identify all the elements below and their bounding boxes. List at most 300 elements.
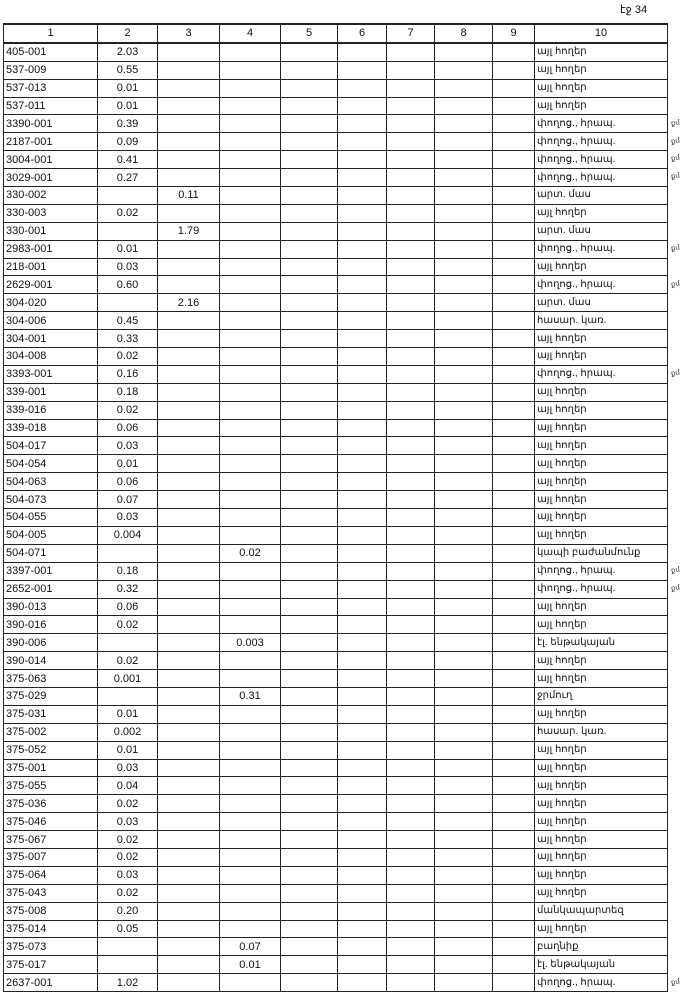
col-6-cell — [338, 115, 387, 133]
col-9-cell — [493, 974, 535, 992]
col-3-cell — [158, 419, 220, 437]
parcel-code-cell: 504-017 — [4, 437, 98, 455]
margin-mark: քմ — [670, 369, 681, 378]
col-4-cell — [220, 133, 281, 151]
col-9-cell — [493, 79, 535, 97]
col-2-cell: 0.01 — [98, 741, 158, 759]
col-8-cell — [435, 240, 493, 258]
col-5-cell — [281, 79, 338, 97]
col-9-cell — [493, 61, 535, 79]
parcel-code-cell: 330-001 — [4, 222, 98, 240]
col-6-cell — [338, 938, 387, 956]
col-9-cell — [493, 759, 535, 777]
land-use-cell: այլ հողեր — [535, 652, 668, 670]
col-5-cell — [281, 723, 338, 741]
col-5-cell — [281, 902, 338, 920]
col-3-cell — [158, 169, 220, 187]
col-2-cell: 0.33 — [98, 330, 158, 348]
col-5-cell — [281, 276, 338, 294]
table-row — [4, 598, 668, 616]
col-7-cell — [387, 777, 435, 795]
land-use-cell: այլ հողեր — [535, 473, 668, 491]
col-2-cell: 2.03 — [98, 43, 158, 61]
col-4-cell — [220, 276, 281, 294]
col-9-cell — [493, 401, 535, 419]
col-8-cell — [435, 741, 493, 759]
parcel-code-cell: 375-063 — [4, 670, 98, 688]
margin-mark: քմ — [670, 172, 681, 182]
col-9-cell — [493, 491, 535, 509]
col-4-cell — [220, 741, 281, 759]
col-5-cell — [281, 222, 338, 240]
col-6-cell — [338, 509, 387, 527]
land-use-cell: այլ հողեր — [535, 419, 668, 437]
col-5-cell — [281, 437, 338, 455]
col-7-cell — [387, 222, 435, 240]
col-3-cell — [158, 526, 220, 544]
land-use-cell: այլ հողեր — [535, 258, 668, 276]
col-6-cell — [338, 365, 387, 383]
col-6-cell — [338, 240, 387, 258]
col-3-cell — [158, 848, 220, 866]
col-5-cell — [281, 813, 338, 831]
col-2-cell: 0.04 — [98, 777, 158, 795]
table-row — [4, 187, 668, 205]
table-row — [4, 956, 668, 974]
col-4-cell — [220, 187, 281, 205]
col-2-cell: 0.03 — [98, 437, 158, 455]
parcel-code-cell: 375-008 — [4, 902, 98, 920]
table-row — [4, 276, 668, 294]
parcel-code-cell: 375-052 — [4, 741, 98, 759]
col-2-cell: 0.06 — [98, 598, 158, 616]
col-4-cell — [220, 866, 281, 884]
table-row — [4, 741, 668, 759]
col-7-cell — [387, 544, 435, 562]
col-9-cell — [493, 419, 535, 437]
col-4-cell — [220, 509, 281, 527]
col-4-cell — [220, 455, 281, 473]
col-5-cell — [281, 419, 338, 437]
land-use-cell: բաղնիք — [535, 938, 668, 956]
col-9-cell — [493, 598, 535, 616]
table-row — [4, 831, 668, 849]
header-col-7: 7 — [387, 24, 435, 43]
col-2-cell: 0.02 — [98, 204, 158, 222]
col-6-cell — [338, 741, 387, 759]
col-8-cell — [435, 777, 493, 795]
col-8-cell — [435, 43, 493, 61]
col-8-cell — [435, 884, 493, 902]
col-4-cell — [220, 526, 281, 544]
table-body — [4, 43, 668, 992]
col-3-cell — [158, 151, 220, 169]
col-2-cell: 0.55 — [98, 61, 158, 79]
parcel-code-cell: 2637-001 — [4, 974, 98, 992]
col-7-cell — [387, 330, 435, 348]
col-8-cell — [435, 580, 493, 598]
col-6-cell — [338, 79, 387, 97]
col-4-cell — [220, 330, 281, 348]
col-4-cell: 0.01 — [220, 956, 281, 974]
table-row — [4, 473, 668, 491]
table-row — [4, 240, 668, 258]
col-5-cell — [281, 294, 338, 312]
col-9-cell — [493, 580, 535, 598]
col-8-cell — [435, 204, 493, 222]
header-col-3: 3 — [158, 24, 220, 43]
col-4-cell — [220, 795, 281, 813]
col-9-cell — [493, 455, 535, 473]
col-7-cell — [387, 240, 435, 258]
col-8-cell — [435, 79, 493, 97]
col-3-cell — [158, 670, 220, 688]
col-6-cell — [338, 670, 387, 688]
col-5-cell — [281, 258, 338, 276]
col-8-cell — [435, 920, 493, 938]
col-7-cell — [387, 348, 435, 366]
col-4-cell — [220, 169, 281, 187]
col-5-cell — [281, 634, 338, 652]
parcel-code-cell: 504-063 — [4, 473, 98, 491]
col-4-cell — [220, 759, 281, 777]
col-5-cell — [281, 705, 338, 723]
col-7-cell — [387, 634, 435, 652]
land-use-cell: այլ հողեր — [535, 616, 668, 634]
col-6-cell — [338, 866, 387, 884]
parcel-code-cell: 304-008 — [4, 348, 98, 366]
col-7-cell — [387, 312, 435, 330]
parcel-code-cell: 375-002 — [4, 723, 98, 741]
col-6-cell — [338, 491, 387, 509]
parcel-code-cell: 504-005 — [4, 526, 98, 544]
col-4-cell — [220, 204, 281, 222]
col-7-cell — [387, 652, 435, 670]
col-8-cell — [435, 759, 493, 777]
col-5-cell — [281, 562, 338, 580]
land-use-cell: փողոց., հրապ. — [535, 240, 668, 258]
col-9-cell — [493, 741, 535, 759]
parcel-code-cell: 375-031 — [4, 705, 98, 723]
col-4-cell — [220, 222, 281, 240]
parcel-code-cell: 3004-001 — [4, 151, 98, 169]
col-7-cell — [387, 670, 435, 688]
table-row — [4, 652, 668, 670]
col-6-cell — [338, 276, 387, 294]
col-7-cell — [387, 169, 435, 187]
col-8-cell — [435, 652, 493, 670]
col-4-cell — [220, 240, 281, 258]
col-5-cell — [281, 169, 338, 187]
col-3-cell — [158, 652, 220, 670]
col-9-cell — [493, 616, 535, 634]
col-2-cell: 0.01 — [98, 705, 158, 723]
parcel-code-cell: 504-071 — [4, 544, 98, 562]
col-7-cell — [387, 616, 435, 634]
col-2-cell: 0.03 — [98, 866, 158, 884]
col-5-cell — [281, 509, 338, 527]
col-6-cell — [338, 777, 387, 795]
col-9-cell — [493, 348, 535, 366]
col-5-cell — [281, 741, 338, 759]
margin-mark: քմ — [670, 978, 681, 987]
col-6-cell — [338, 831, 387, 849]
col-4-cell — [220, 723, 281, 741]
col-5-cell — [281, 473, 338, 491]
col-8-cell — [435, 670, 493, 688]
land-use-cell: արտ. մաս — [535, 222, 668, 240]
land-use-cell: արտ. մաս — [535, 187, 668, 205]
parcel-code-cell: 3029-001 — [4, 169, 98, 187]
col-5-cell — [281, 61, 338, 79]
parcel-code-cell: 330-003 — [4, 204, 98, 222]
col-5-cell — [281, 348, 338, 366]
col-7-cell — [387, 759, 435, 777]
col-2-cell: 0.45 — [98, 312, 158, 330]
table-row — [4, 419, 668, 437]
col-6-cell — [338, 151, 387, 169]
col-3-cell — [158, 401, 220, 419]
parcel-code-cell: 339-016 — [4, 401, 98, 419]
land-use-cell: այլ հողեր — [535, 455, 668, 473]
col-5-cell — [281, 956, 338, 974]
col-6-cell — [338, 652, 387, 670]
parcel-code-cell: 375-064 — [4, 866, 98, 884]
col-7-cell — [387, 741, 435, 759]
col-3-cell — [158, 79, 220, 97]
col-6-cell — [338, 526, 387, 544]
header-row — [4, 24, 668, 43]
land-use-cell: արտ. մաս — [535, 294, 668, 312]
col-5-cell — [281, 687, 338, 705]
parcel-code-cell: 2983-001 — [4, 240, 98, 258]
col-2-cell — [98, 544, 158, 562]
col-7-cell — [387, 79, 435, 97]
col-2-cell: 1.02 — [98, 974, 158, 992]
col-7-cell — [387, 902, 435, 920]
land-use-cell: այլ հողեր — [535, 61, 668, 79]
col-4-cell — [220, 312, 281, 330]
col-7-cell — [387, 383, 435, 401]
col-2-cell: 0.05 — [98, 920, 158, 938]
parcel-code-cell: 3390-001 — [4, 115, 98, 133]
land-use-cell: կապի բաժանմունք — [535, 544, 668, 562]
col-8-cell — [435, 97, 493, 115]
land-use-cell: փողոց., հրապ. — [535, 562, 668, 580]
parcel-code-cell: 3393-001 — [4, 365, 98, 383]
col-9-cell — [493, 705, 535, 723]
col-5-cell — [281, 312, 338, 330]
col-7-cell — [387, 562, 435, 580]
col-3-cell — [158, 831, 220, 849]
col-4-cell — [220, 115, 281, 133]
col-3-cell — [158, 974, 220, 992]
col-4-cell — [220, 258, 281, 276]
parcel-code-cell: 304-001 — [4, 330, 98, 348]
col-7-cell — [387, 401, 435, 419]
col-6-cell — [338, 61, 387, 79]
col-7-cell — [387, 884, 435, 902]
parcel-code-cell: 390-006 — [4, 634, 98, 652]
col-7-cell — [387, 848, 435, 866]
col-7-cell — [387, 365, 435, 383]
col-5-cell — [281, 616, 338, 634]
parcel-code-cell: 2629-001 — [4, 276, 98, 294]
parcel-code-cell: 304-020 — [4, 294, 98, 312]
col-8-cell — [435, 258, 493, 276]
table-row — [4, 580, 668, 598]
col-2-cell — [98, 187, 158, 205]
col-4-cell — [220, 670, 281, 688]
table-row — [4, 920, 668, 938]
col-3-cell — [158, 795, 220, 813]
col-9-cell — [493, 115, 535, 133]
col-6-cell — [338, 723, 387, 741]
col-7-cell — [387, 831, 435, 849]
col-2-cell — [98, 956, 158, 974]
col-9-cell — [493, 204, 535, 222]
table-row — [4, 634, 668, 652]
col-2-cell: 0.02 — [98, 795, 158, 813]
col-3-cell — [158, 938, 220, 956]
col-9-cell — [493, 687, 535, 705]
col-3-cell — [158, 258, 220, 276]
col-7-cell — [387, 509, 435, 527]
col-9-cell — [493, 866, 535, 884]
col-4-cell — [220, 902, 281, 920]
table-row — [4, 204, 668, 222]
col-2-cell: 0.01 — [98, 79, 158, 97]
col-6-cell — [338, 544, 387, 562]
col-5-cell — [281, 848, 338, 866]
col-4-cell — [220, 79, 281, 97]
col-8-cell — [435, 866, 493, 884]
table-row — [4, 526, 668, 544]
col-9-cell — [493, 723, 535, 741]
col-9-cell — [493, 795, 535, 813]
header-col-8: 8 — [435, 24, 493, 43]
col-7-cell — [387, 204, 435, 222]
col-2-cell: 0.16 — [98, 365, 158, 383]
parcel-code-cell: 339-018 — [4, 419, 98, 437]
header-col-1: 1 — [4, 24, 98, 43]
col-2-cell: 0.03 — [98, 509, 158, 527]
col-5-cell — [281, 884, 338, 902]
parcel-code-cell: 390-013 — [4, 598, 98, 616]
col-3-cell — [158, 741, 220, 759]
land-use-cell: փողոց., հրապ. — [535, 115, 668, 133]
col-7-cell — [387, 276, 435, 294]
parcel-code-cell: 2187-001 — [4, 133, 98, 151]
land-use-cell: այլ հողեր — [535, 79, 668, 97]
col-2-cell: 0.20 — [98, 902, 158, 920]
col-3-cell — [158, 920, 220, 938]
col-8-cell — [435, 437, 493, 455]
col-9-cell — [493, 920, 535, 938]
col-8-cell — [435, 294, 493, 312]
land-use-cell: այլ հողեր — [535, 401, 668, 419]
table-row — [4, 759, 668, 777]
col-5-cell — [281, 580, 338, 598]
col-2-cell: 0.06 — [98, 419, 158, 437]
col-2-cell: 0.07 — [98, 491, 158, 509]
col-2-cell: 0.004 — [98, 526, 158, 544]
col-3-cell — [158, 312, 220, 330]
col-3-cell — [158, 580, 220, 598]
land-use-cell: այլ հողեր — [535, 848, 668, 866]
col-2-cell — [98, 294, 158, 312]
col-5-cell — [281, 43, 338, 61]
margin-mark: քմ — [670, 136, 681, 146]
col-4-cell: 0.07 — [220, 938, 281, 956]
land-use-cell: այլ հողեր — [535, 741, 668, 759]
col-2-cell: 0.02 — [98, 652, 158, 670]
parcel-code-cell: 330-002 — [4, 187, 98, 205]
col-6-cell — [338, 222, 387, 240]
col-3-cell — [158, 616, 220, 634]
header-col-6: 6 — [338, 24, 387, 43]
col-6-cell — [338, 348, 387, 366]
col-9-cell — [493, 169, 535, 187]
parcel-code-cell: 537-009 — [4, 61, 98, 79]
col-6-cell — [338, 204, 387, 222]
col-9-cell — [493, 151, 535, 169]
table-row — [4, 705, 668, 723]
col-6-cell — [338, 455, 387, 473]
col-8-cell — [435, 401, 493, 419]
col-3-cell — [158, 276, 220, 294]
col-4-cell — [220, 491, 281, 509]
col-6-cell — [338, 795, 387, 813]
page-number: էջ 34 — [620, 4, 648, 16]
col-8-cell — [435, 473, 493, 491]
parcel-code-cell: 375-001 — [4, 759, 98, 777]
table-row — [4, 562, 668, 580]
col-3-cell — [158, 115, 220, 133]
table-row — [4, 97, 668, 115]
land-use-cell: այլ հողեր — [535, 97, 668, 115]
col-6-cell — [338, 133, 387, 151]
col-6-cell — [338, 759, 387, 777]
land-use-cell: հասար. կառ. — [535, 312, 668, 330]
table-row — [4, 491, 668, 509]
col-3-cell — [158, 348, 220, 366]
land-use-cell: այլ հողեր — [535, 920, 668, 938]
parcel-code-cell: 375-067 — [4, 831, 98, 849]
col-9-cell — [493, 258, 535, 276]
col-4-cell: 0.003 — [220, 634, 281, 652]
col-8-cell — [435, 723, 493, 741]
col-2-cell: 0.01 — [98, 97, 158, 115]
parcel-code-cell: 375-014 — [4, 920, 98, 938]
parcel-code-cell: 405-001 — [4, 43, 98, 61]
parcel-code-cell: 375-073 — [4, 938, 98, 956]
table-row — [4, 777, 668, 795]
land-use-cell: այլ հողեր — [535, 759, 668, 777]
col-6-cell — [338, 813, 387, 831]
col-8-cell — [435, 687, 493, 705]
col-3-cell — [158, 330, 220, 348]
col-6-cell — [338, 473, 387, 491]
land-use-cell: ջրմուղ — [535, 687, 668, 705]
col-2-cell: 0.002 — [98, 723, 158, 741]
col-9-cell — [493, 956, 535, 974]
col-4-cell — [220, 580, 281, 598]
col-4-cell: 0.31 — [220, 687, 281, 705]
col-2-cell: 0.02 — [98, 348, 158, 366]
col-4-cell — [220, 598, 281, 616]
land-use-cell: փողոց., հրապ. — [535, 151, 668, 169]
